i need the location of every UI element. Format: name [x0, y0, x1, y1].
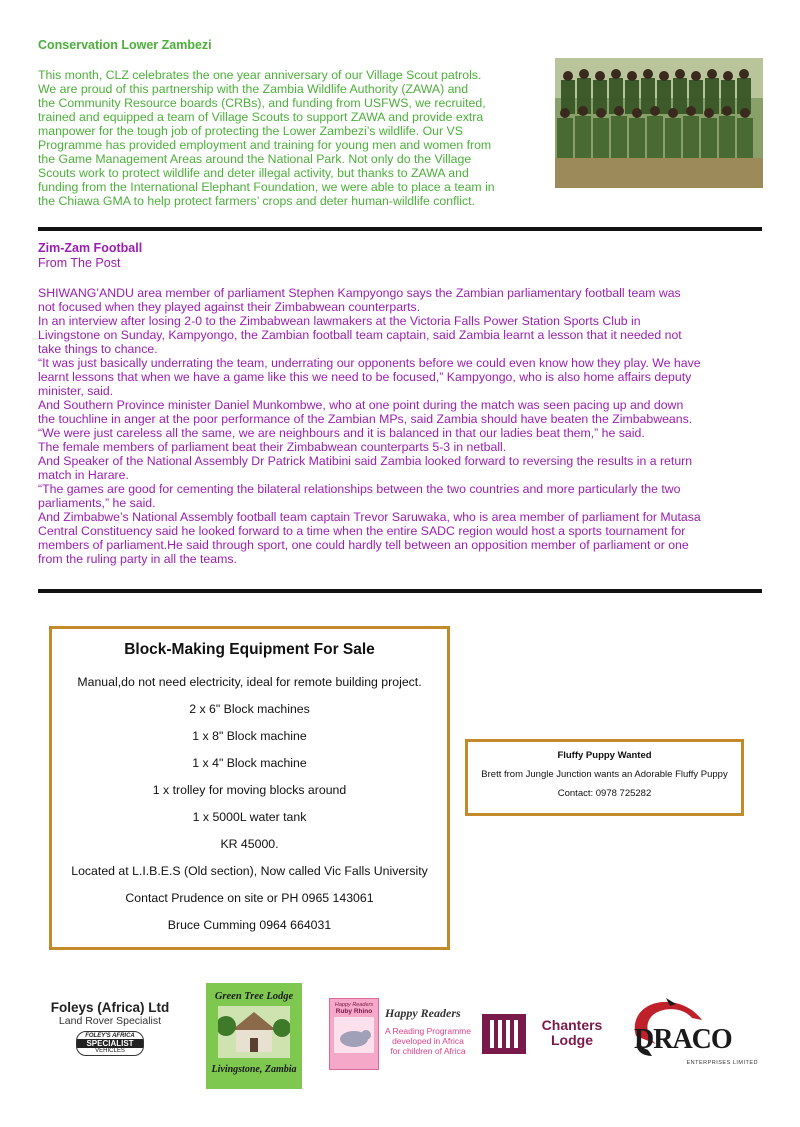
happy-readers-book	[329, 998, 379, 1070]
foleys-badge-bottom: VEHICLES	[95, 1048, 125, 1054]
football-body: SHIWANG’ANDU area member of parliament Stephen Kampyongo says the Zambian parliamentary football team was not focused when they played against their Zimbabwean counterparts. In an interview after losing 2-0 to the Zimbabwean lawmakers at the Victoria Falls Power Station Sports Club in Livingstone on Sunday, Kampyongo, the Zambian football team captain, said Zambia learnt a lesson that it needed not take things to chance. “It was just basically underrating the team, underrating our opponents before we could even know how they play. We have learnt lessons that when we have a game like this we need to be focused,” Kampyongo, who is also home affairs deputy minister, said. And Southern Province minister Daniel Munkombwe, who at one point during the match was seen pacing up and down the touchline in anger at the poor performance of the Zambian MPs, said Zambia should have beaten the Zimbabweans. “We were just careless all the same, we are neighbours and it is balanced in that our ladies beat them,” he said. The female members of parliament beat their Zimbabwean counterparts 5-3 in netball. And Speaker of the National Assembly Dr Patrick Matibini said Zambia looked forward to reversing the results in a return match in Harare. “The games are good for cementing the bilateral relationships between the two countries and more particularly the two parliaments,” he said. And Zimbabwe’s National Assembly football team captain Trevor Saruwaka, who is area member of parliament for Mutasa Central Constituency said he looked forward to a time when the entire SADC region would host a sports tournament for members of parliament.He said through sport, one could hardly tell between an opposition member of parliament or one from the ruling party in all the teams.	[38, 286, 701, 566]
happy-readers-tagline	[385, 1026, 471, 1056]
block-ad-line: Contact Prudence on site or PH 0965 143061	[125, 891, 374, 905]
draco-name: DRACO	[634, 1024, 732, 1055]
foleys-sub: Land Rover Specialist	[58, 1015, 162, 1027]
draco-sub: ENTERPRISES LIMITED	[686, 1060, 758, 1066]
block-ad-line: 1 x 4" Block machine	[192, 756, 307, 770]
foleys-badge-main: SPECIALIST	[77, 1039, 143, 1048]
puppy-ad-title: Fluffy Puppy Wanted	[557, 750, 652, 761]
football-title: Zim-Zam Football	[38, 241, 143, 255]
chanters-name	[532, 1018, 612, 1048]
tagline-line: for children of Africa	[390, 1046, 466, 1056]
tagline-line: A Reading Programme	[385, 1026, 471, 1036]
happy-readers-name: Happy Readers	[385, 1006, 461, 1020]
puppy-ad-line: Brett from Jungle Junction wants an Adorable Fluffy Puppy	[481, 769, 728, 780]
block-ad-line: Bruce Cumming 0964 664031	[167, 918, 332, 932]
village-scouts-photo	[555, 58, 763, 188]
block-ad-line: Manual,do not need electricity, ideal for remote building project.	[77, 675, 422, 689]
clz-title: Conservation Lower Zambezi	[38, 38, 212, 52]
block-ad-line: 1 x 5000L water tank	[192, 810, 307, 824]
block-ad-line: Located at L.I.B.E.S (Old section), Now called Vic Falls University	[71, 864, 428, 878]
clz-body: This month, CLZ celebrates the one year anniversary of our Village Scout patrols. We are proud of this partnership with the Zambia Wildlife Authority (ZAWA) and the Community Resource boards (CRBs), and funding from USFWS, we recruited, trained and equipped a team of Village Scouts to support ZAWA and provide extra manpower for the tough job of protecting the Lower Zambezi’s wildlife. Our VS Programme has provided employment and training for young men and women from the Game Management Areas around the National Park. Not only do the Village Scouts work to protect wildlife and deter illegal activity, but thanks to ZAWA and funding from the International Elephant Foundation, we were able to place a team in the Chiawa GMA to help protect farmers’ crops and deter human-wildlife conflict.	[38, 68, 495, 208]
block-ad-line: 2 x 6" Block machines	[189, 702, 310, 716]
chanters-emblem-icon	[482, 1014, 526, 1054]
football-source: From The Post	[38, 256, 121, 270]
block-ad-list	[52, 669, 447, 939]
happy-readers-logo	[329, 998, 471, 1070]
green-tree-lodge-logo	[206, 983, 302, 1089]
foleys-name: Foleys (Africa) Ltd	[50, 1000, 170, 1015]
block-equipment-ad	[49, 626, 450, 950]
lodge-photo	[218, 1006, 290, 1058]
block-ad-line: 1 x 8" Block machine	[192, 729, 307, 743]
book-title: Ruby Rhino	[335, 1008, 373, 1015]
book-series: Happy Readers	[334, 1002, 374, 1008]
section-divider	[38, 227, 762, 231]
chanters-lodge-logo	[482, 1012, 612, 1056]
block-ad-line: 1 x trolley for moving blocks around	[152, 783, 347, 797]
puppy-ad-contact: Contact: 0978 725282	[557, 788, 652, 799]
puppy-wanted-ad	[465, 739, 744, 816]
foleys-badge	[76, 1031, 144, 1056]
block-ad-line: KR 45000.	[220, 837, 279, 851]
block-ad-title: Block-Making Equipment For Sale	[124, 641, 375, 658]
draco-logo	[626, 996, 760, 1072]
tagline-line: developed in Africa	[392, 1036, 464, 1046]
rhino-illustration	[334, 1017, 374, 1053]
foleys-badge-top: FOLEY'S AFRICA	[85, 1033, 135, 1039]
section-divider	[38, 589, 762, 593]
green-tree-title: Green Tree Lodge	[214, 991, 294, 1002]
chanters-line: Lodge	[551, 1032, 593, 1048]
chanters-line: Chanters	[541, 1017, 603, 1033]
foleys-logo	[40, 1000, 180, 1056]
green-tree-location: Livingstone, Zambia	[211, 1064, 297, 1075]
